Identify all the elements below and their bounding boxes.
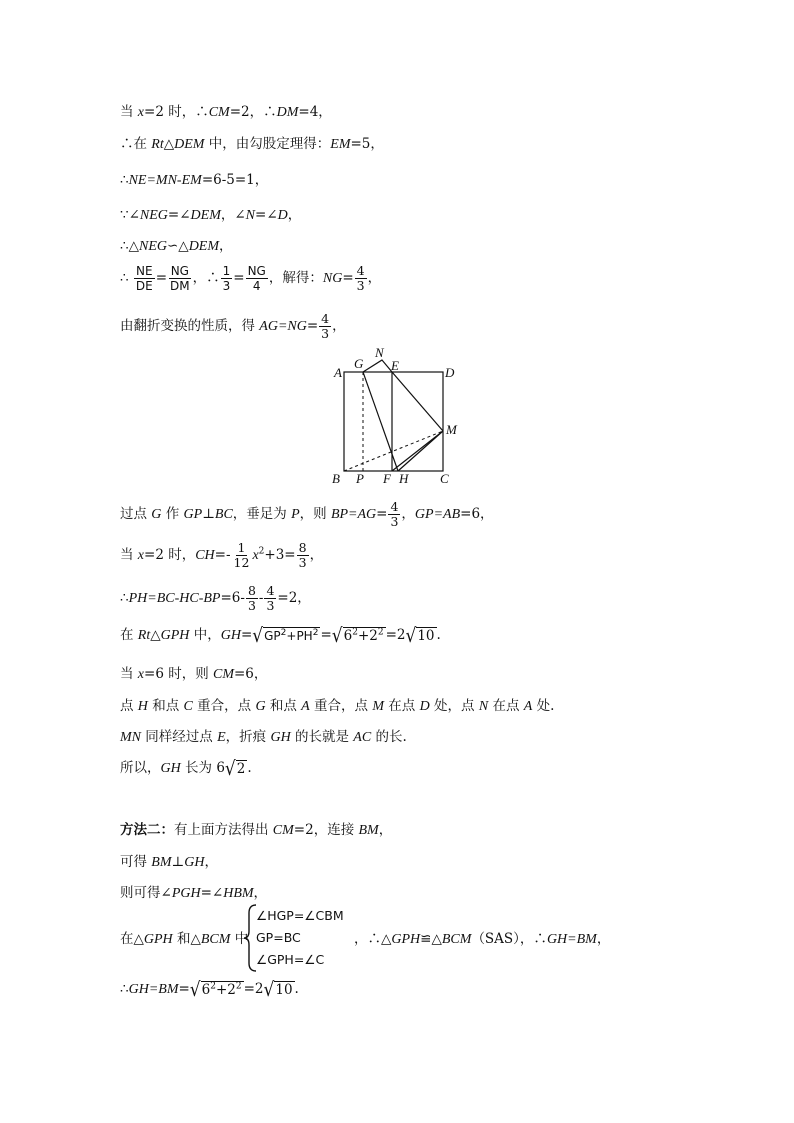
label-g: G [354, 356, 364, 371]
line-18: 则可得∠PGH=∠HBM， [120, 885, 268, 901]
label-p: P [356, 471, 364, 486]
line-13: 点 H 和点 C 重合，点 G 和点 A 重合，点 M 在点 D 处，点 N 在点 A 处. [120, 698, 555, 714]
fraction-ng-dm: $\frac{NG}{DM}$ [170, 264, 190, 293]
system-row-2: GP=BC [256, 930, 301, 945]
line-17: 可得 BM⊥GH， [120, 854, 218, 870]
sqrt-gp2-ph2: $√GP^2+PH^2$ [252, 624, 319, 648]
label-a: A [334, 365, 342, 380]
line-11: 在 Rt△GPH 中，$GH=√GP^2+PH^2 =√6^2+2^2 =2√10$ . [120, 624, 441, 648]
sqrt-6-2-b: $√6^2+2^2$ [189, 978, 242, 1002]
line-8: 过点 G 作 GP⊥BC，垂足为 P，则 BP=AG= $\frac{4}{3}$ ，GP=AB=6， [120, 499, 494, 529]
line-10: ∴PH=BC-HC-BP=6- $\frac{8}{3}$ - $\frac{4}{3}$ =2， [120, 583, 311, 613]
line-19-right: ，∴△GPH≌△BCM（SAS），∴GH=BM， [354, 931, 611, 947]
fraction-1-3: $\frac{1}{3}$ [222, 264, 231, 293]
line-20: $\therefore GH=BM=√6^2+2^2 =2√10$ . [120, 978, 299, 1002]
fraction-8-3: $\frac{8}{3}$ [298, 540, 307, 570]
fraction-4-3-d: $\frac{4}{3}$ [266, 583, 275, 613]
sqrt-6-2: $√6^2+2^2$ [331, 624, 384, 648]
label-f: F [383, 471, 391, 486]
segment-em [392, 372, 443, 431]
fraction-1-12: $\frac{1}{12}$ [233, 540, 250, 570]
line-3: ∴NE=MN-EM=6-5=1， [120, 172, 269, 188]
fraction-8-3-b: $\frac{8}{3}$ [247, 583, 256, 613]
line-19-left: 在△GPH 和△BCM 中 [120, 931, 249, 947]
geometry-diagram [325, 340, 465, 490]
line-4: ∵∠NEG=∠DEM，∠N=∠D， [120, 207, 302, 223]
label-n: N [375, 345, 384, 360]
line-7: 由翻折变换的性质，得 AG=NG= $\frac{4}{3}$ ， [120, 311, 346, 341]
crease-gh [363, 372, 398, 471]
segment-mh [398, 431, 443, 471]
label-e: E [391, 358, 399, 373]
equation-system [234, 905, 344, 971]
dashed-bm [344, 431, 443, 471]
fraction-ng-4: $\frac{NG}{4}$ [247, 264, 266, 293]
line-15: 所以，GH 长为 6√2 . [120, 757, 252, 781]
label-m: M [446, 422, 457, 437]
square-abcd [344, 372, 443, 471]
line-1: 当 x=2 时，∴CM=2，∴DM=4， [120, 104, 332, 120]
label-h: H [399, 471, 409, 486]
line-6: ∴ $\frac{NE}{DE}$ = $\frac{NG}{DM}$ ，∴ $\frac{1}{3}$ = $\frac{NG}{4}$ ，解得：NG= $\frac{4}{3}$ ， [120, 263, 382, 293]
system-row-1: ∠HGP=∠CBM [256, 908, 344, 923]
fraction-ne-de: $\frac{NE}{DE}$ [135, 264, 153, 293]
sqrt-10: √10 [405, 624, 435, 648]
sqrt-10-b: √10 [263, 978, 293, 1002]
line-16: 方法二：有上面方法得出 CM=2，连接 BM， [120, 822, 393, 838]
label-b: B [332, 471, 340, 486]
fraction-4-3-b: $\frac{4}{3}$ [321, 311, 330, 341]
sqrt-2: √2 [224, 757, 246, 781]
line-14: MN 同样经过点 E，折痕 GH 的长就是 AC 的长. [120, 729, 407, 745]
line-12: 当 x=6 时，则 CM=6， [120, 666, 268, 682]
fold-gne [363, 360, 392, 372]
label-c: C [440, 471, 449, 486]
line-5: ∴△NEG∽△DEM， [120, 238, 233, 254]
fraction-4-3: $\frac{4}{3}$ [356, 263, 365, 293]
line-2: ∴在 Rt△DEM 中，由勾股定理得：EM=5， [120, 136, 384, 152]
line-9: 当 x=2 时，CH=- $\frac{1}{12}$ $x^2+3=$ $\frac{8}{3}$ ， [120, 540, 324, 570]
fraction-4-3-c: $\frac{4}{3}$ [390, 499, 399, 529]
label-d: D [445, 365, 455, 380]
system-row-3: ∠GPH=∠C [256, 952, 325, 967]
